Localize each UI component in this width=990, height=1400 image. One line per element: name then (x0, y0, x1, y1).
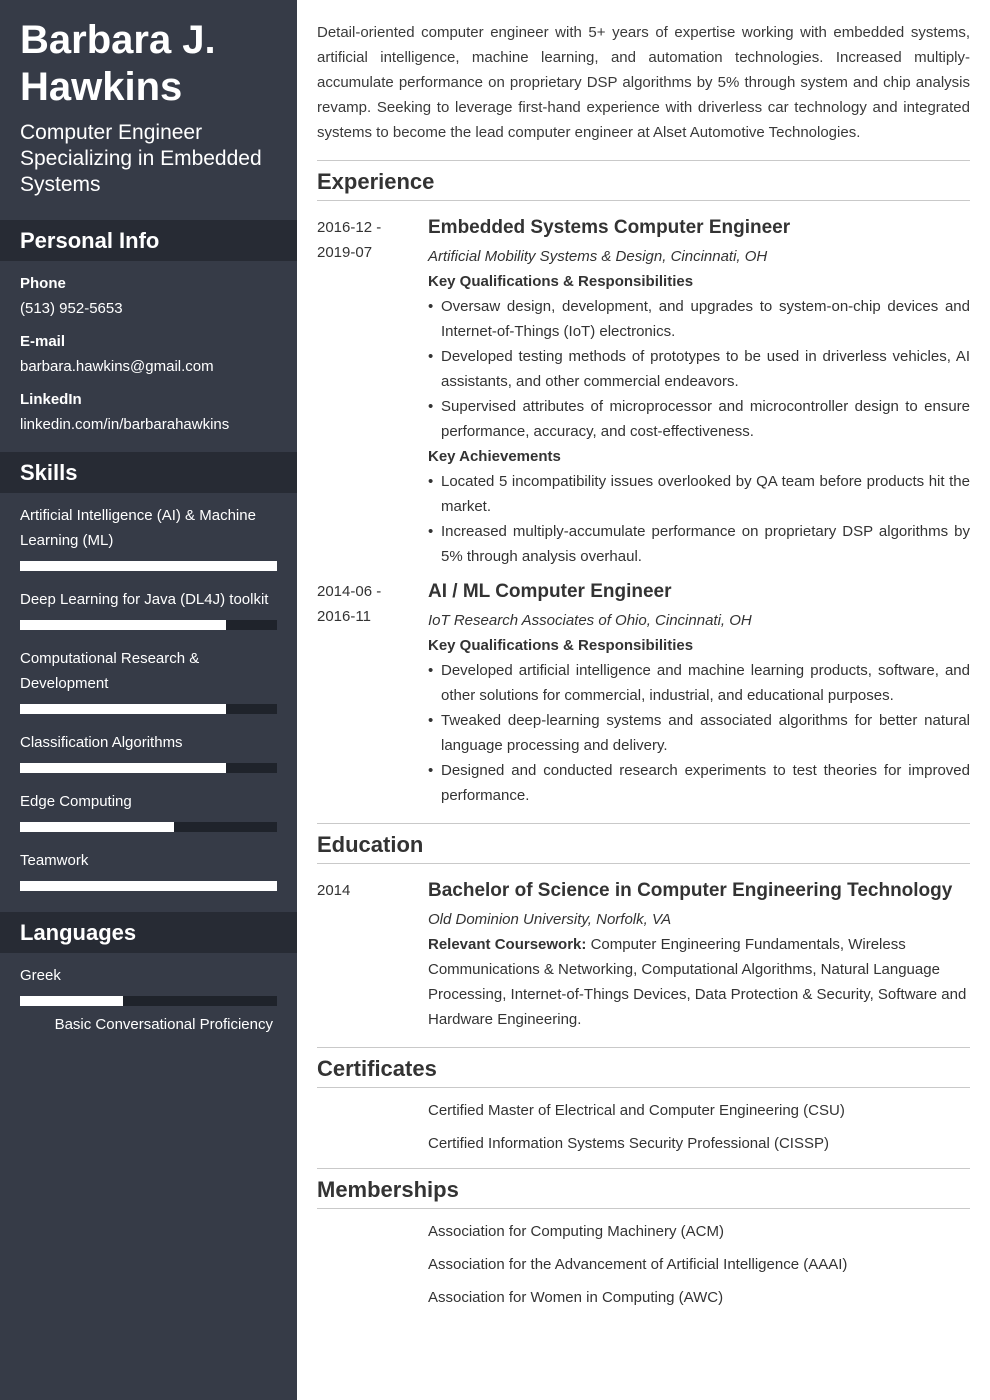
job-body (428, 579, 970, 808)
list-item: • Oversaw design, development, and upgrades to system-on-chip devices and Internet-of-Things (IoT) electronics. (428, 294, 970, 344)
skill-item (0, 646, 297, 714)
list-item: • Developed testing methods of prototypes to be used in driverless vehicles, AI assistants, and other commercial endeavors. (428, 344, 970, 394)
linkedin-label: LinkedIn (20, 391, 82, 408)
coursework-text: Computer Engineering Fundamentals, Wireless Communications & Networking, Computational Algorithms, Natural Language Processing, Internet-of-Things Devices, Data Protection & Security, Software and Hardware Engineering. (428, 936, 967, 1028)
education-entry (317, 878, 970, 1032)
list-item: • Developed artificial intelligence and machine learning products, software, and other solutions for commercial, industrial, and educational purposes. (428, 658, 970, 708)
main-content (317, 0, 970, 1318)
skill-level-fill (20, 561, 277, 571)
membership-item: Association for the Advancement of Artificial Intelligence (AAAI) (428, 1256, 848, 1273)
skill-item (0, 730, 297, 773)
job-title: Embedded Systems Computer Engineer (428, 217, 791, 238)
qualifications-heading: Key Qualifications & Responsibilities (428, 637, 694, 654)
achievements-list (428, 469, 970, 569)
skill-level-bar (20, 620, 277, 630)
certificates-list (317, 1098, 970, 1156)
skill-name: Artificial Intelligence (AI) & Machine Learning (ML) (20, 507, 256, 549)
job-date-end: 2016-11 (317, 608, 371, 625)
education-date: 2014 (317, 882, 351, 899)
coursework-label: Relevant Coursework: (428, 936, 587, 953)
skill-level-fill (20, 822, 174, 832)
language-level-bar (20, 996, 277, 1006)
memberships-heading: Memberships (317, 1168, 970, 1209)
achievements-heading: Key Achievements (428, 448, 561, 465)
skill-level-bar (20, 704, 277, 714)
job-entry (317, 215, 970, 569)
skill-level-fill (20, 620, 226, 630)
experience-heading: Experience (317, 160, 970, 201)
summary: Detail-oriented computer engineer with 5+ years of expertise working with embedded systems, artificial intelligence, machine learning, and automation technologies. Increased multiply-accumulate performance on proprietary DSP algorithms by 5% through system and chip analysis revamp. Seeking to leverage first-hand experience with driverless car technology and integrated systems to become the lead computer engineer at Alset Automotive Technologies. (317, 24, 970, 141)
skill-name: Computational Research & Development (20, 650, 200, 692)
list-item: • Tweaked deep-learning systems and associated algorithms for better natural language processing and delivery. (428, 708, 970, 758)
skill-level-bar (20, 822, 277, 832)
skill-item (0, 587, 297, 630)
sidebar (0, 0, 297, 1400)
job-company: IoT Research Associates of Ohio, Cincinnati, OH (428, 612, 752, 629)
coursework (428, 932, 970, 1032)
skill-level-bar (20, 763, 277, 773)
skill-level-fill (20, 704, 226, 714)
name-line-1: Barbara J. (20, 18, 216, 62)
skill-name: Deep Learning for Java (DL4J) toolkit (20, 591, 269, 608)
skills-heading: Skills (0, 452, 297, 493)
candidate-title: Computer Engineer Specializing in Embedded Systems (20, 121, 262, 196)
skill-level-fill (20, 763, 226, 773)
skill-item (0, 503, 297, 571)
degree: Bachelor of Science in Computer Engineering Technology (428, 880, 953, 901)
skill-level-fill (20, 881, 277, 891)
memberships-list (317, 1219, 970, 1310)
job-date-end: 2019-07 (317, 244, 373, 261)
skill-name: Teamwork (20, 852, 89, 869)
skill-name: Classification Algorithms (20, 734, 183, 751)
language-level-text: Basic Conversational Proficiency (54, 1016, 273, 1033)
languages-list (0, 953, 297, 1037)
skill-item (0, 848, 297, 891)
skills-list (0, 493, 297, 891)
job-body (428, 215, 970, 569)
job-date-start: 2014-06 - (317, 583, 382, 600)
membership-item: Association for Computing Machinery (ACM) (428, 1223, 724, 1240)
language-item (0, 963, 297, 1037)
language-name: Greek (20, 967, 61, 984)
languages-heading: Languages (0, 912, 297, 953)
certificate-item: Certified Master of Electrical and Computer Engineering (CSU) (428, 1102, 845, 1119)
responsibilities-list (428, 294, 970, 444)
job-company: Artificial Mobility Systems & Design, Cincinnati, OH (428, 248, 768, 265)
list-item: • Increased multiply-accumulate performance on proprietary DSP algorithms by 5% through analysis overhaul. (428, 519, 970, 569)
job-title: AI / ML Computer Engineer (428, 581, 672, 602)
candidate-name (0, 0, 297, 111)
skill-level-bar (20, 881, 277, 891)
responsibilities-list (428, 658, 970, 808)
list-item: • Supervised attributes of microprocessor and microcontroller design to ensure performance, accuracy, and cost-effectiveness. (428, 394, 970, 444)
language-level-fill (20, 996, 123, 1006)
phone-value[interactable]: (513) 952-5653 (20, 300, 123, 317)
job-dates (317, 215, 428, 569)
personal-info-heading: Personal Info (0, 220, 297, 261)
education-heading: Education (317, 823, 970, 864)
email-value[interactable]: barbara.hawkins@gmail.com (20, 358, 214, 375)
education-body (428, 878, 970, 1032)
phone-label: Phone (20, 275, 66, 292)
certificate-item: Certified Information Systems Security Professional (CISSP) (428, 1135, 829, 1152)
experience-list (317, 215, 970, 808)
name-line-2: Hawkins (20, 65, 183, 109)
job-entry (317, 579, 970, 808)
qualifications-heading: Key Qualifications & Responsibilities (428, 273, 694, 290)
skill-name: Edge Computing (20, 793, 132, 810)
list-item: • Located 5 incompatibility issues overlooked by QA team before products hit the market. (428, 469, 970, 519)
linkedin-value[interactable]: linkedin.com/in/barbarahawkins (20, 416, 230, 433)
school: Old Dominion University, Norfolk, VA (428, 911, 672, 928)
list-item: • Designed and conducted research experiments to test theories for improved performance. (428, 758, 970, 808)
certificates-heading: Certificates (317, 1047, 970, 1088)
skill-item (0, 789, 297, 832)
skill-level-bar (20, 561, 277, 571)
email-label: E-mail (20, 333, 66, 350)
job-dates (317, 579, 428, 808)
job-date-start: 2016-12 - (317, 219, 382, 236)
membership-item: Association for Women in Computing (AWC) (428, 1289, 724, 1306)
